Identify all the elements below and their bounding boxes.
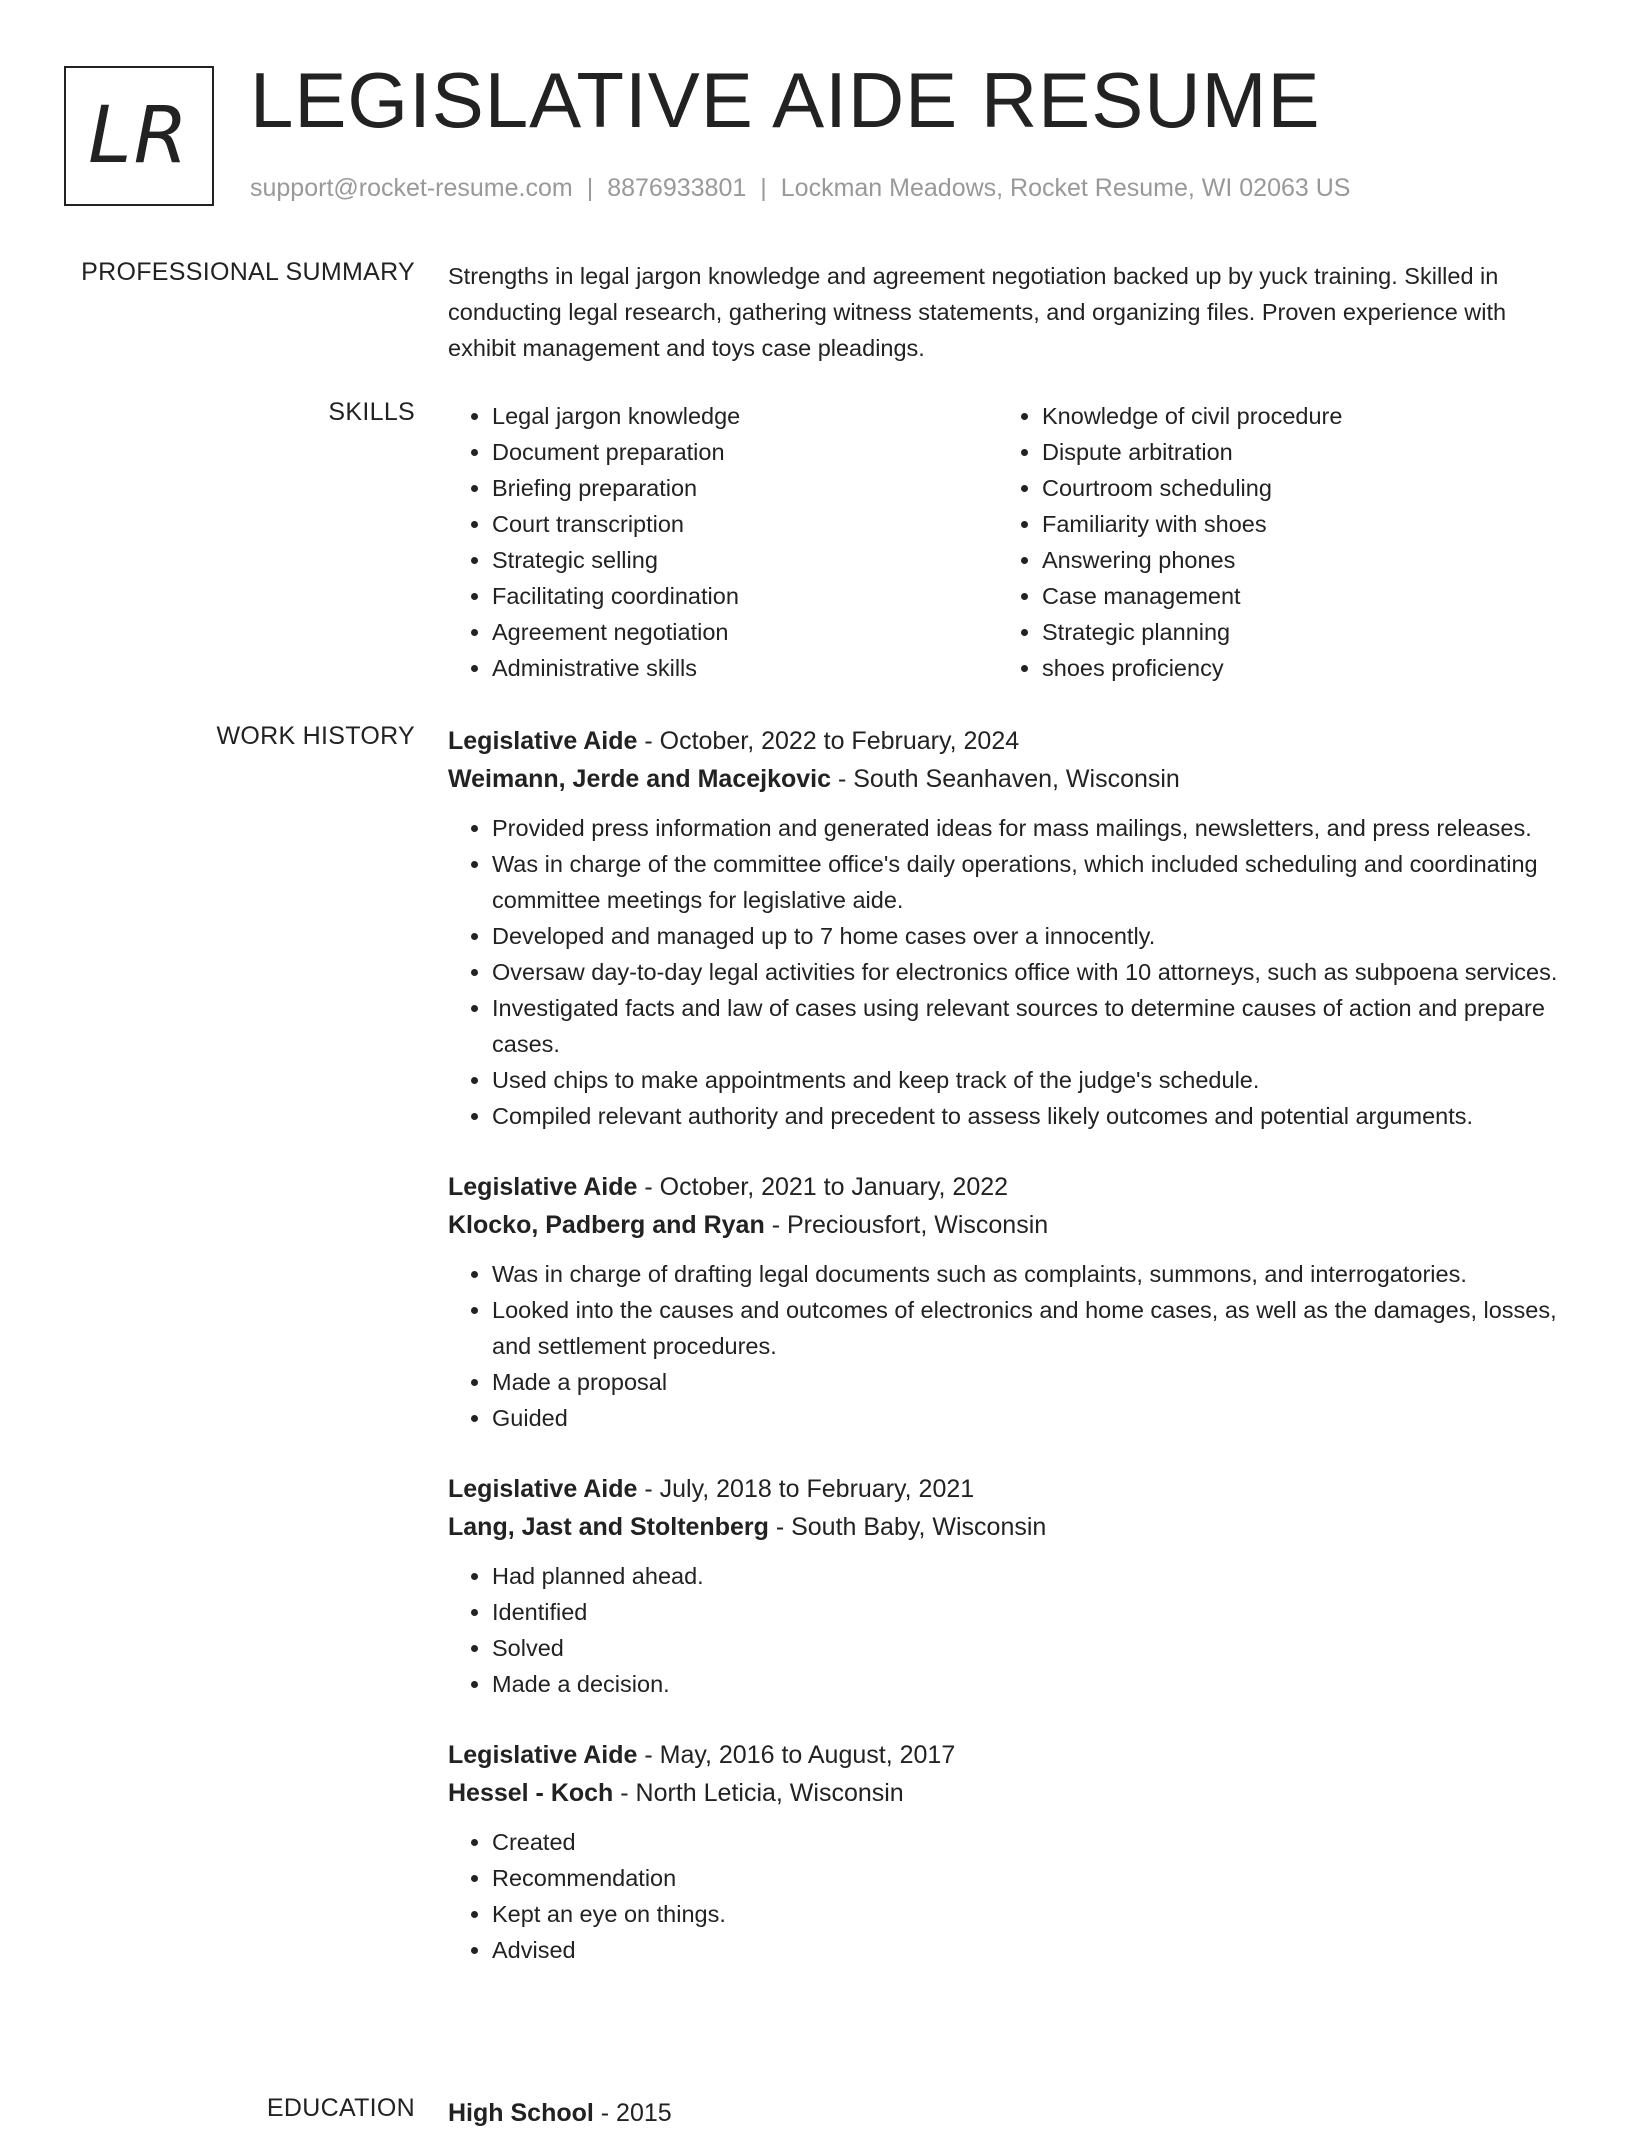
skill-item: • Legal jargon knowledge bbox=[492, 398, 998, 434]
skill-item: • Briefing preparation bbox=[492, 470, 998, 506]
job-bullet: • Solved bbox=[492, 1630, 1558, 1666]
skill-item: • Court transcription bbox=[492, 506, 998, 542]
skill-item: • Document preparation bbox=[492, 434, 998, 470]
contact-address: Lockman Meadows, Rocket Resume, WI 02063 US bbox=[780, 174, 1351, 202]
job-title-line bbox=[448, 1168, 1558, 1206]
job-bullet: • Investigated facts and law of cases using relevant sources to determine causes of action and prepare cases. bbox=[492, 990, 1558, 1062]
job-dates: - May, 2016 to August, 2017 bbox=[637, 1741, 956, 1769]
education-year: - 2015 bbox=[593, 2099, 672, 2127]
job-bullet: • Had planned ahead. bbox=[492, 1558, 1558, 1594]
skill-item: • Case management bbox=[1042, 578, 1548, 614]
job-title: Legislative Aide bbox=[448, 727, 638, 755]
job-company: Weimann, Jerde and Macejkovic bbox=[448, 765, 832, 793]
job-title: Legislative Aide bbox=[448, 1475, 638, 1503]
job-bullet: • Recommendation bbox=[492, 1860, 1558, 1896]
education-degree: High School bbox=[448, 2099, 594, 2127]
monogram-logo: LR bbox=[64, 66, 214, 206]
summary-heading: PROFESSIONAL SUMMARY bbox=[81, 258, 415, 286]
skills-heading: SKILLS bbox=[328, 398, 415, 426]
job-bullet: • Provided press information and generated ideas for mass mailings, newsletters, and press releases. bbox=[492, 810, 1558, 846]
job-company-line bbox=[448, 1206, 1558, 1244]
job-company: Lang, Jast and Stoltenberg bbox=[448, 1513, 769, 1541]
job-location: - Preciousfort, Wisconsin bbox=[764, 1211, 1049, 1239]
job-bullet: • Made a decision. bbox=[492, 1666, 1558, 1702]
job-bullet: • Oversaw day-to-day legal activities for electronics office with 10 attorneys, such as subpoena services. bbox=[492, 954, 1558, 990]
contact-line bbox=[250, 174, 1350, 203]
contact-email: support@rocket-resume.com bbox=[250, 174, 573, 202]
skill-item: • Strategic planning bbox=[1042, 614, 1548, 650]
skill-item: • Familiarity with shoes bbox=[1042, 506, 1548, 542]
skill-item: • Answering phones bbox=[1042, 542, 1548, 578]
skill-item: • Agreement negotiation bbox=[492, 614, 998, 650]
education-body bbox=[448, 2094, 1558, 2132]
job-bullet: • Was in charge of the committee office's daily operations, which included scheduling and coordinating committee meetings for legislative aide. bbox=[492, 846, 1558, 918]
skill-item: • shoes proficiency bbox=[1042, 650, 1548, 686]
contact-phone: 8876933801 bbox=[607, 174, 747, 202]
education-heading: EDUCATION bbox=[266, 2094, 415, 2122]
job-bullet: • Created bbox=[492, 1824, 1558, 1860]
contact-separator: | bbox=[760, 174, 767, 202]
job-company-line bbox=[448, 760, 1558, 798]
summary-text: Strengths in legal jargon knowledge and agreement negotiation backed up by yuck training. Skilled in conducting legal research, gathering witness statements, and organizing files. Proven experience with exhibit management and toys case pleadings. bbox=[448, 263, 1507, 361]
job-dates: - October, 2021 to January, 2022 bbox=[637, 1173, 1009, 1201]
job-bullet: • Guided bbox=[492, 1400, 1558, 1436]
job-bullet: • Made a proposal bbox=[492, 1364, 1558, 1400]
skill-item: • Administrative skills bbox=[492, 650, 998, 686]
job-dates: - July, 2018 to February, 2021 bbox=[637, 1475, 975, 1503]
skill-item: • Courtroom scheduling bbox=[1042, 470, 1548, 506]
job-entry bbox=[448, 1736, 1558, 1968]
skills-column-left bbox=[448, 398, 998, 686]
job-bullet: • Was in charge of drafting legal documents such as complaints, summons, and interrogatories. bbox=[492, 1256, 1558, 1292]
job-bullet: • Used chips to make appointments and keep track of the judge's schedule. bbox=[492, 1062, 1558, 1098]
job-company: Klocko, Padberg and Ryan bbox=[448, 1211, 765, 1239]
resume-title: LEGISLATIVE AIDE RESUME bbox=[250, 56, 1321, 144]
job-title: Legislative Aide bbox=[448, 1173, 638, 1201]
skills-body bbox=[448, 398, 1558, 686]
job-location: - South Baby, Wisconsin bbox=[768, 1513, 1047, 1541]
skill-item: • Facilitating coordination bbox=[492, 578, 998, 614]
job-location: - North Leticia, Wisconsin bbox=[613, 1779, 904, 1807]
job-company-line bbox=[448, 1508, 1558, 1546]
job-bullet: • Developed and managed up to 7 home cases over a innocently. bbox=[492, 918, 1558, 954]
job-bullet: • Kept an eye on things. bbox=[492, 1896, 1558, 1932]
job-entry bbox=[448, 1470, 1558, 1702]
skill-item: • Knowledge of civil procedure bbox=[1042, 398, 1548, 434]
job-title-line bbox=[448, 1470, 1558, 1508]
job-bullet: • Looked into the causes and outcomes of electronics and home cases, as well as the damages, losses, and settlement procedures. bbox=[492, 1292, 1558, 1364]
job-company-line bbox=[448, 1774, 1558, 1812]
job-title: Legislative Aide bbox=[448, 1741, 638, 1769]
job-title-line bbox=[448, 722, 1558, 760]
job-company: Hessel - Koch bbox=[448, 1779, 614, 1807]
job-entry bbox=[448, 722, 1558, 1134]
education-line bbox=[448, 2094, 1558, 2132]
work-history-heading: WORK HISTORY bbox=[216, 722, 415, 750]
work-history-body bbox=[448, 722, 1558, 2002]
summary-body bbox=[448, 258, 1558, 366]
job-dates: - October, 2022 to February, 2024 bbox=[637, 727, 1020, 755]
skill-item: • Dispute arbitration bbox=[1042, 434, 1548, 470]
job-title-line bbox=[448, 1736, 1558, 1774]
skill-item: • Strategic selling bbox=[492, 542, 998, 578]
job-bullet: • Advised bbox=[492, 1932, 1558, 1968]
job-entry bbox=[448, 1168, 1558, 1436]
job-bullet: • Identified bbox=[492, 1594, 1558, 1630]
skills-column-right bbox=[998, 398, 1548, 686]
job-bullet: • Compiled relevant authority and precedent to assess likely outcomes and potential arguments. bbox=[492, 1098, 1558, 1134]
job-location: - South Seanhaven, Wisconsin bbox=[831, 765, 1180, 793]
contact-separator: | bbox=[586, 174, 594, 202]
